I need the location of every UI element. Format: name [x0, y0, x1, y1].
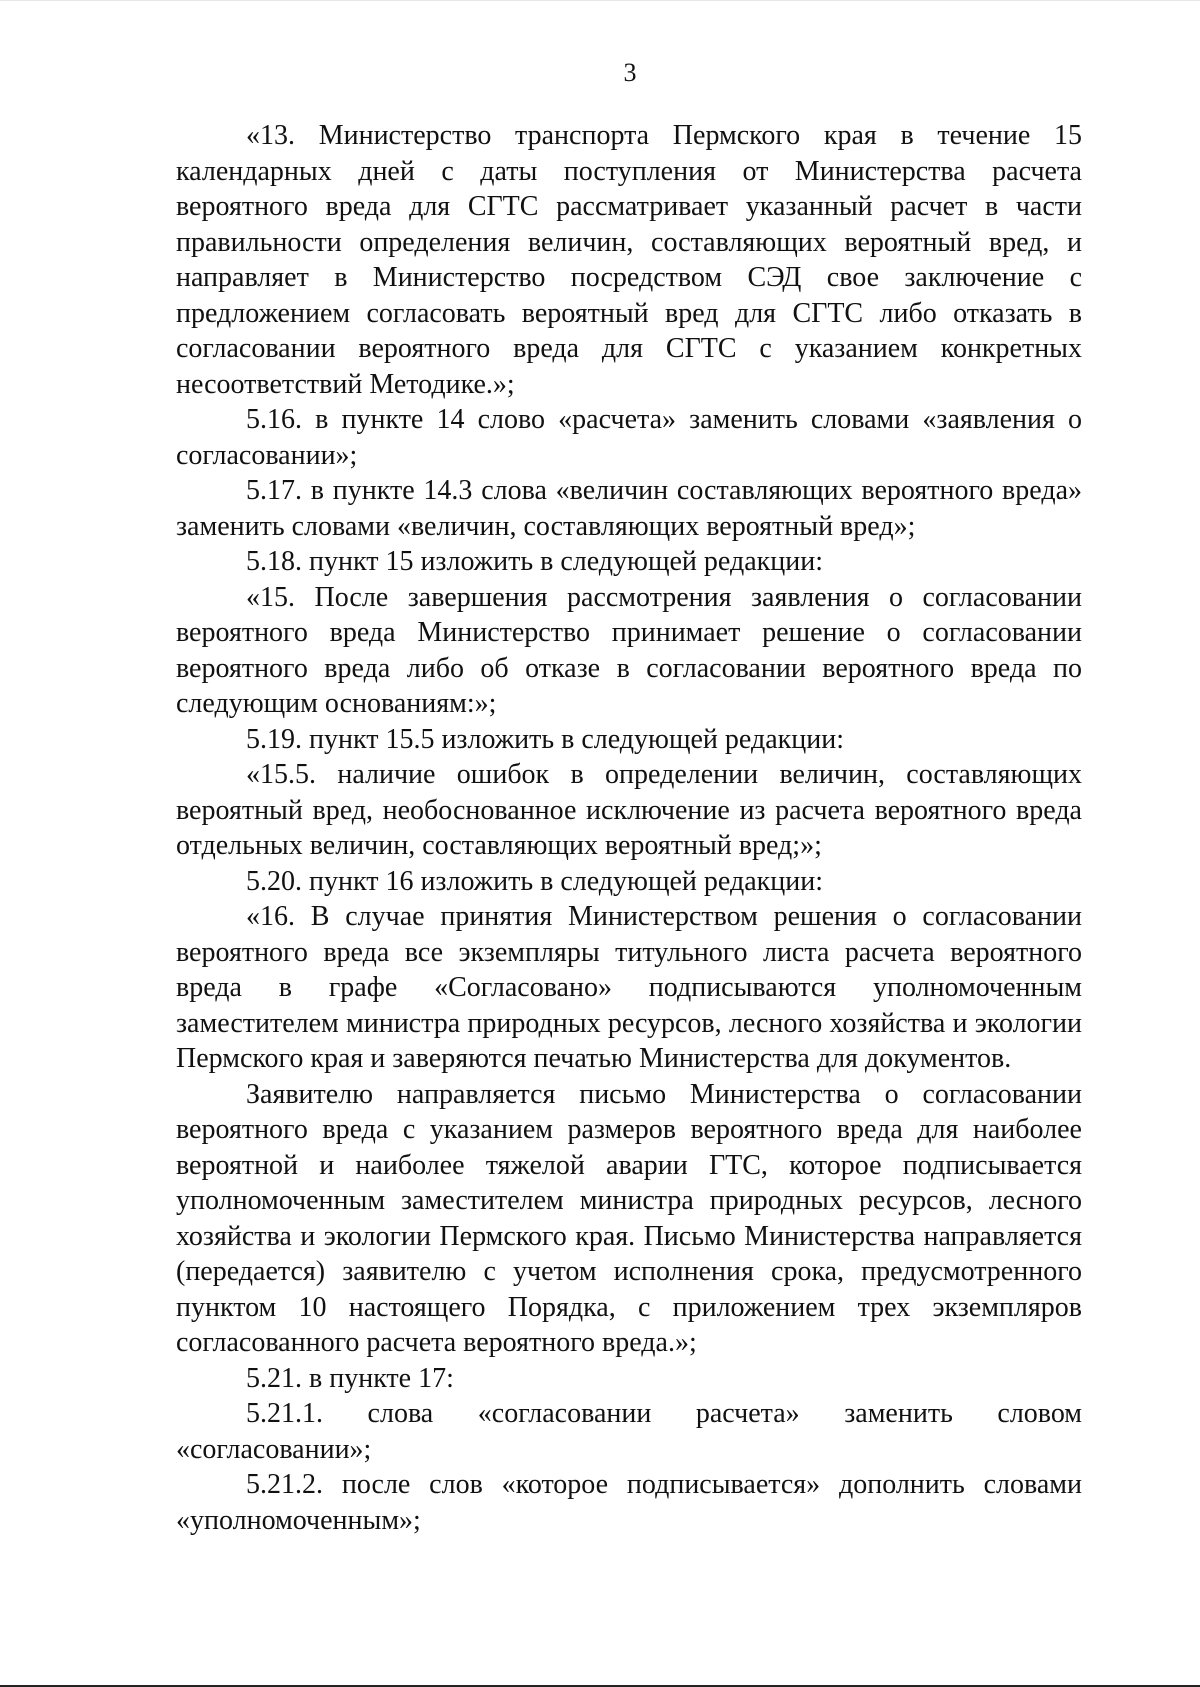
paragraph-5-19: 5.19. пункт 15.5 изложить в следующей редакции:	[246, 723, 844, 755]
paragraph-5-17: 5.17. в пункте 14.3 слова «величин составляющих вероятного вреда» заменить словами «величин, составляющих вероятный вред»;	[176, 475, 1082, 542]
scan-edge-top	[0, 0, 1200, 1]
paragraph-applicant-letter: Заявителю направляется письмо Министерства о согласовании вероятного вреда с указанием размеров вероятного вреда для наиболее вероятной и наиболее тяжелой аварии ГТС, которое подписывается уполномоченным заместителем министра природных ресурсов, лесного хозяйства и экологии Пермского края. Письмо Министерства направляется (передается) заявителю с учетом исполнения срока, предусмотренного пунктом 10 настоящего Порядка, с приложением трех экземпляров согласованного расчета вероятного вреда.»;	[176, 1078, 1082, 1358]
paragraph-item-13: «13. Министерство транспорта Пермского края в течение 15 календарных дней с даты поступления от Министерства расчета вероятного вреда для СГТС рассматривает указанный расчет в части правильности определения величин, составляющих вероятный вред, и направляет в Министерство посредством СЭД свое заключение с предложением согласовать вероятный вред для СГТС либо отказать в согласовании вероятного вреда для СГТС с указанием конкретных несоответствий Методике.»;	[176, 120, 1082, 400]
paragraph-item-16: «16. В случае принятия Министерством решения о согласовании вероятного вреда все экземпляры титульного листа расчета вероятного вреда в графе «Согласовано» подписываются уполномоченным заместителем министра природных ресурсов, лесного хозяйства и экологии Пермского края и заверяются печатью Министерства для документов.	[176, 901, 1082, 1074]
paragraph-5-16: 5.16. в пункте 14 слово «расчета» заменить словами «заявления о согласовании»;	[176, 404, 1082, 471]
paragraph-item-15-5: «15.5. наличие ошибок в определении величин, составляющих вероятный вред, необоснованное исключение из расчета вероятного вреда отдельных величин, составляющих вероятный вред;»;	[176, 759, 1082, 861]
paragraph-item-15: «15. После завершения рассмотрения заявления о согласовании вероятного вреда Министерство принимает решение о согласовании вероятного вреда либо об отказе в согласовании вероятного вреда по следующим основаниям:»;	[176, 581, 1082, 719]
paragraph-5-21-1: 5.21.1. слова «согласовании расчета» заменить словом «согласовании»;	[176, 1398, 1082, 1465]
document-body	[176, 118, 1082, 1538]
page-number: 3	[623, 58, 637, 87]
paragraph-5-20: 5.20. пункт 16 изложить в следующей редакции:	[246, 865, 823, 897]
paragraph-5-21: 5.21. в пункте 17:	[246, 1362, 454, 1394]
paragraph-5-21-2: 5.21.2. после слов «которое подписывается» дополнить словами «уполномоченным»;	[176, 1469, 1082, 1536]
paragraph-5-18: 5.18. пункт 15 изложить в следующей редакции:	[246, 546, 823, 577]
